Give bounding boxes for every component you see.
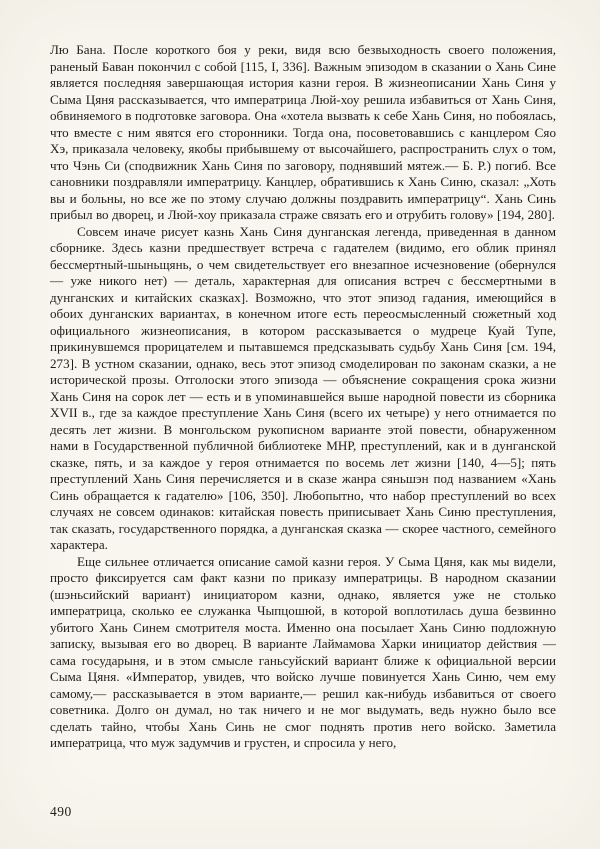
text-block bbox=[50, 42, 556, 752]
paragraph: Еще сильнее отличается описание самой казни героя. У Сыма Цяня, как мы видели, просто фиксируется сам факт казни по приказу императрицы. В народном сказании (шэньсийский вариант) инициатором казни, однако, является уже не столько императрица, сколько ее служанка Чыпцошюй, в которой воплотилась душа безвинно убитого Хань Синем смотрителя моста. Именно она посылает Хань Синю подложную записку, вызывая его во дворец. В варианте Лаймамова Харки инициатор действия — сама государыня, и в этом смысле ганьсуйский вариант ближе к официальной версии Сыма Цяня. «Император, увидев, что войско лучше повинуется Хань Синю, чем ему самому,— рассказывается в этом варианте,— решил как-нибудь избавиться от своего советника. Долго он думал, но так ничего и не мог выдумать, ведь нужно было все сделать тайно, чтобы Хань Синь не смог поднять против него войско. Заметила императрица, что муж задумчив и грустен, и спросила у него, bbox=[50, 553, 556, 750]
page-number: 490 bbox=[50, 804, 72, 819]
paragraph: Совсем иначе рисует казнь Хань Синя дунганская легенда, приведенная в данном сборнике. Здесь казни предшествует встреча с гадателем (видимо, его облик принял бессмертный-шыньщянь, о чем свидетельствует его внезапное исчезновение (обернулся — уже никого нет) — деталь, характерная для описания встреч с бессмертными в дунганских и китайских сказках]. Возможно, что этот эпизод гадания, имеющийся в обоих дунганских вариантах, в конечном итоге есть переосмысленный сюжетный ход официального жизнеописания, в котором рассказывается о мудреце Куай Тупе, прикинувшемся прорицателем и пытавшемся предсказывать судьбу Хань Синя [см. 194, 273]. В устном сказании, однако, весь этот эпизод смоделирован по законам сказки, а не исторической прозы. Отголоски этого эпизода — объяснение сокращения срока жизни Хань Синя на сорок лет — есть и в упоминавшейся выше народной повести из сборника XVII в., где за каждое преступление Хань Синя (всего их четыре) у него отнимается по десять лет жизни. В монгольском рукописном варианте этой повести, обнаруженном нами в Государственной публичной библиотеке МНР, преступлений, как и в дунганской сказке, пять, и за каждое у героя отнимается по восемь лет жизни [140, 4—5]; пять преступлений Хань Синя перечисляется и в сказе жанра сяньшэн под названием «Хань Синь обращается к гадателю» [106, 350]. Любопытно, что набор преступлений во всех случаях не совсем одинаков: китайская повесть приписывает Хань Синю преступления, так сказать, государственного порядка, а дунганская сказка — скорее частного, семейного характера. bbox=[50, 223, 556, 552]
paragraph-continuation: Лю Бана. После короткого боя у реки, видя всю безвыходность своего положения, раненый Баван покончил с собой [115, I, 336]. Важным эпизодом в сказании о Хань Сине является последняя завершающая история казни героя. В жизнеописании Хань Синя у Сыма Цяня рассказывается, что императрица Люй-хоу решила избавиться от Хань Синя, обвиняемого в подготовке заговора. Она «хотела вызвать к себе Хань Синя, но побоялась, что вместе с ним явятся его сторонники. Тогда она, посоветовавшись с канцлером Сяо Хэ, приказала человеку, якобы прибывшему от высочайшего, распространить слух о том, что Чэнь Си (сподвижник Хань Синя по заговору, поднявший мятеж.— Б. Р.) погиб. Все сановники поздравляли императрицу. Канцлер, обратившись к Хань Синю, сказал: „Хоть вы и больны, но все же по этому случаю должны поздравить императрицу“. Хань Синь прибыл во дворец, и Люй-хоу приказала страже связать его и отрубить голову» [194, 280]. bbox=[50, 42, 556, 222]
